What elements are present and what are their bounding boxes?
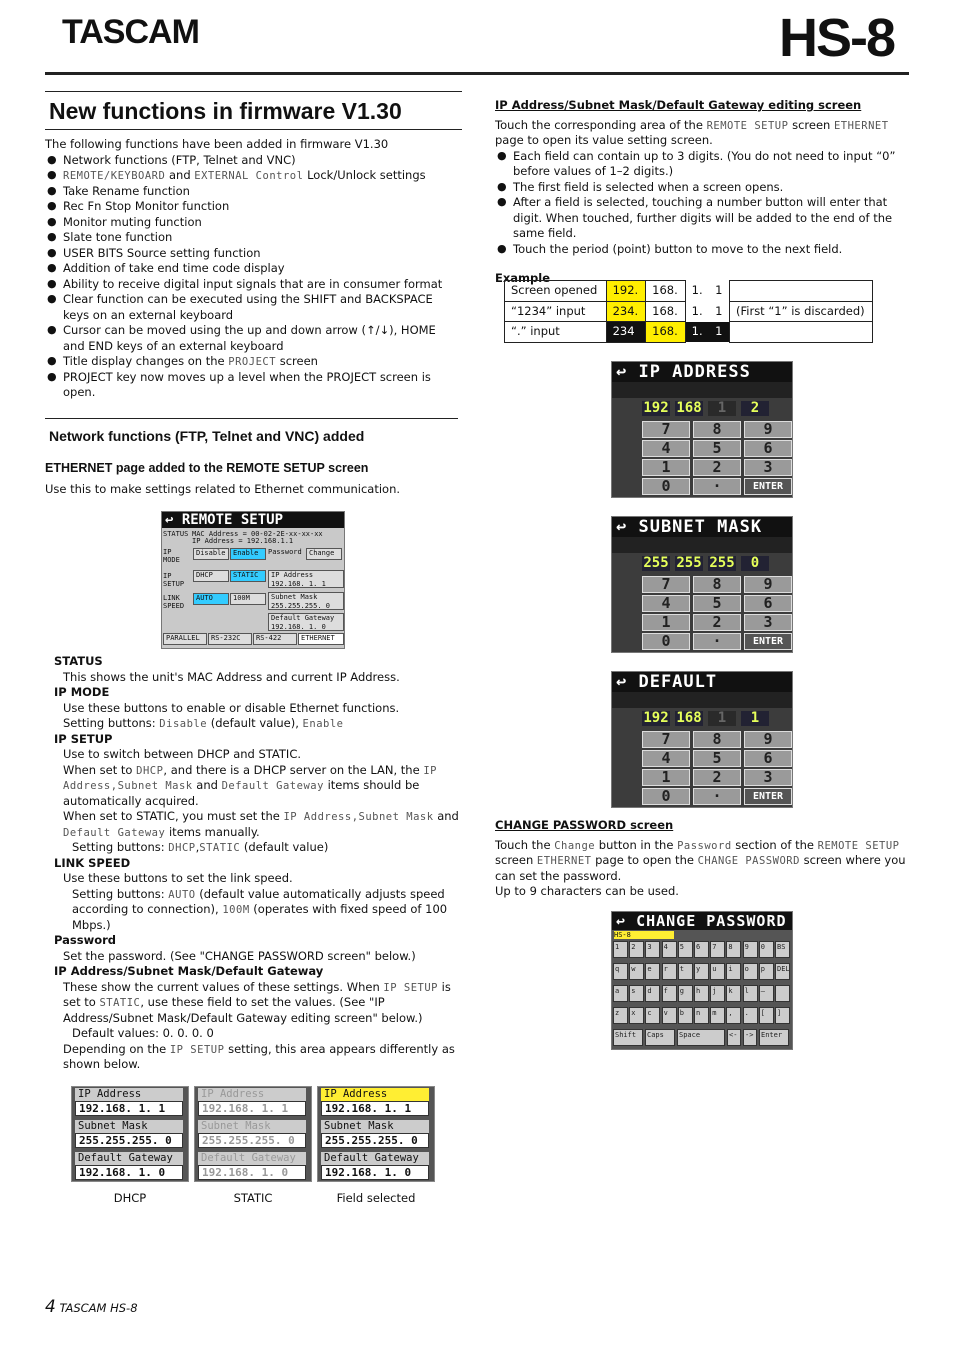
enable-button[interactable]: Enable (230, 548, 266, 560)
key-enter-button[interactable]: ENTER (744, 788, 792, 805)
mac-address: MAC Address = 00-02-2E-xx-xx-xx (192, 530, 323, 538)
address-field[interactable]: 0 (741, 556, 769, 571)
ip-screen-ip-address (611, 361, 793, 498)
table-row: “.” input 234 168. 1. 1 (505, 322, 873, 343)
caption-dhcp: DHCP (113, 1191, 147, 1205)
list-item: ● Each field can contain up to 3 digits. (You do not need to input “0” before values of 1–2 digits.) (495, 149, 909, 180)
screen-title: ↩ IP ADDRESS (612, 362, 792, 382)
list-item: ● Slate tone function (45, 230, 460, 246)
keyboard-key[interactable]: g (678, 985, 693, 1002)
brand-logo: TASCAM (62, 13, 199, 51)
keyboard-shift-key[interactable]: Shift (613, 1029, 643, 1046)
subnet-mask-value[interactable]: 255.255.255. 0 (198, 1133, 306, 1148)
caption-field-selected: Field selected (336, 1191, 416, 1205)
keyboard-key[interactable]: , (726, 1007, 741, 1024)
address-field[interactable]: 255 (676, 555, 702, 571)
keyboard-key[interactable]: 8 (726, 941, 741, 958)
pw-heading: CHANGE PASSWORD screen (495, 818, 674, 832)
ipsetup-static-note: When set to STATIC, you must set the IP Address,Subnet Mask and Default Gateway items manually. (63, 809, 459, 839)
field-selected-panel (317, 1086, 435, 1182)
key-enter-button[interactable]: ENTER (744, 633, 792, 650)
keyboard-key[interactable]: . (743, 1007, 758, 1024)
dhcp-button[interactable]: DHCP (193, 570, 229, 582)
ipsetup-dhcp-note: When set to DHCP, and there is a DHCP server on the LAN, the IP Address,Subnet Mask and Default Gateway items should be automatically acquired. (63, 762, 437, 808)
keyboard-key[interactable]: d (645, 985, 660, 1002)
keyboard-key[interactable]: 1 (613, 941, 628, 958)
network-heading-wrap (49, 427, 364, 446)
default-gateway-value[interactable]: 192.168. 1. 0 (321, 1165, 429, 1180)
example-table (504, 280, 873, 343)
footer (45, 1296, 138, 1319)
ip-address-label: IP Address (198, 1088, 306, 1101)
edit-bullets (495, 149, 909, 258)
keyboard-key[interactable]: 2 (629, 941, 644, 958)
key-5-button[interactable]: 5 (693, 440, 741, 457)
section-title-box (45, 91, 462, 130)
keyboard-key[interactable] (775, 985, 790, 1002)
pw-limit: Up to 9 characters can be used. (495, 884, 679, 899)
change-password-screen (611, 911, 793, 1050)
keyboard-key[interactable]: 4 (662, 941, 677, 958)
key-5-button[interactable]: 5 (693, 750, 741, 767)
key-1-button[interactable]: 1 (642, 614, 690, 631)
keyboard-key[interactable]: DEL (775, 963, 790, 980)
ip-setup-label: IP SETUP (163, 572, 185, 588)
key-2-button[interactable]: 2 (693, 769, 741, 786)
screen-bar (612, 537, 792, 553)
keyboard--key[interactable]: <- (727, 1029, 741, 1046)
keyboard-key[interactable]: m (710, 1007, 725, 1024)
key-1-button[interactable]: 1 (642, 769, 690, 786)
model-name: HS-8 (778, 8, 894, 68)
key-period-button[interactable]: · (693, 788, 741, 805)
key-2-button[interactable]: 2 (693, 614, 741, 631)
example-heading: Example (495, 271, 550, 286)
ip-address-value[interactable]: 192.168. 1. 1 (198, 1101, 306, 1116)
keyboard-key[interactable]: ] (775, 1007, 790, 1024)
password-section (495, 818, 909, 900)
address-field[interactable]: 2 (741, 401, 769, 416)
default-gateway-field[interactable]: Default Gateway 192.168. 1. 0 (268, 613, 344, 631)
keyboard-key[interactable]: b (678, 1007, 693, 1024)
key-1-button[interactable]: 1 (642, 459, 690, 476)
subnet-mask-value[interactable]: 255.255.255. 0 (321, 1133, 429, 1148)
pw-desc: Touch the Change button in the Password section of the REMOTE SETUP screen ETHERNET page to open the CHANGE PASSWORD screen where you can set the password. (495, 837, 906, 883)
ethernet-desc: Use this to make settings related to Ethernet communication. (45, 481, 401, 496)
address-field[interactable]: 192 (643, 400, 669, 416)
list-item: ● PROJECT key now moves up a level when the PROJECT screen is open. (45, 370, 460, 401)
edit-heading: IP Address/Subnet Mask/Default Gateway editing screen (495, 98, 862, 112)
key-2-button[interactable]: 2 (693, 459, 741, 476)
keyboard-key[interactable]: p (759, 963, 774, 980)
tab-rs232c[interactable]: RS-232C (208, 633, 252, 645)
list-item: ● Take Rename function (45, 184, 460, 200)
static-panel (194, 1086, 312, 1182)
keyboard-key[interactable]: r (662, 963, 677, 980)
tab-rs422[interactable]: RS-422 (253, 633, 297, 645)
keyboard-enter-key[interactable]: Enter (759, 1029, 789, 1046)
key-0-button[interactable]: 0 (642, 788, 690, 805)
keyboard-key[interactable]: e (645, 963, 660, 980)
screen-title: ↩ DEFAULT (612, 672, 792, 692)
address-field[interactable]: 192 (643, 710, 669, 726)
keyboard-key[interactable]: s (629, 985, 644, 1002)
status-label: STATUS (163, 530, 189, 538)
keyboard-key[interactable]: 6 (694, 941, 709, 958)
caption-static: STATIC (233, 1191, 273, 1205)
keyboard-key[interactable]: a (613, 985, 628, 1002)
password-heading: Password (54, 933, 116, 948)
key-6-button[interactable]: 6 (744, 595, 792, 612)
status-desc: This shows the unit's MAC Address and current IP Address. (63, 669, 400, 684)
key-6-button[interactable]: 6 (744, 750, 792, 767)
keyboard-key[interactable]: h (694, 985, 709, 1002)
password-input[interactable]: HS-8 (614, 931, 674, 939)
ipmode-heading: IP MODE (54, 685, 110, 700)
ip-mode-label: IP MODE (163, 548, 180, 564)
list-item: ● Network functions (FTP, Telnet and VNC) (45, 153, 460, 169)
keyboard-key[interactable]: w (629, 963, 644, 980)
link-desc: Use these buttons to set the link speed. (63, 871, 293, 886)
list-item: ● Rec Fn Stop Monitor function (45, 199, 460, 215)
key-period-button[interactable]: · (693, 478, 741, 495)
ip-address-label: IP Address (75, 1088, 183, 1101)
subnet-mask-label: Subnet Mask (75, 1120, 183, 1133)
default-gateway-label: Default Gateway (321, 1152, 429, 1165)
link-settings: Setting buttons: AUTO (default value automatically adjusts speed according to connection), 100M (operates with fixed speed of 100 Mbps.) (72, 886, 448, 932)
ipaddr-heading: IP Address/Subnet Mask/Default Gateway (54, 964, 324, 979)
edit-desc: Touch the corresponding area of the REMOTE SETUP screen ETHERNET page to open its value setting screen. (495, 117, 889, 148)
subnet-mask-label: Subnet Mask (198, 1120, 306, 1133)
ipmode-desc: Use these buttons to enable or disable Ethernet functions. (63, 700, 400, 715)
keyboard-key[interactable]: f (662, 985, 677, 1002)
keyboard-key[interactable]: 7 (710, 941, 725, 958)
default-gateway-value[interactable]: 192.168. 1. 0 (198, 1165, 306, 1180)
footer-text: TASCAM HS-8 (59, 1301, 138, 1315)
address-field[interactable]: 1 (741, 711, 769, 726)
subnet-mask-label: Subnet Mask (321, 1120, 429, 1133)
key-3-button[interactable]: 3 (744, 769, 792, 786)
keyboard-key[interactable]: j (710, 985, 725, 1002)
remote-setup-screen (161, 511, 345, 649)
keyboard-key[interactable]: t (678, 963, 693, 980)
edit-section (495, 98, 909, 287)
feature-list (45, 153, 460, 401)
keyboard--key[interactable]: -> (743, 1029, 757, 1046)
list-item: ● Cursor can be moved using the up and down arrow (↑/↓), HOME and END keys of an external keyboard (45, 323, 460, 354)
list-item: ● After a field is selected, touching a number button will enter that digit. When touched, further digits will be added to the end of the same field. (495, 195, 909, 242)
ipaddr-note: Depending on the IP SETUP setting, this area appears differently as shown below. (63, 1041, 455, 1072)
ipsetup-settings: Setting buttons: DHCP,STATIC (default value) (72, 840, 329, 855)
ethernet-heading: ETHERNET page added to the REMOTE SETUP screen (45, 461, 369, 475)
keyboard-key[interactable]: u (710, 963, 725, 980)
key-9-button[interactable]: 9 (744, 576, 792, 593)
header-rule (45, 72, 909, 75)
keyboard-key[interactable]: BS (775, 941, 790, 958)
disable-button[interactable]: Disable (193, 548, 229, 560)
screen-title: ↩ SUBNET MASK (612, 517, 792, 537)
default-gateway-value[interactable]: 192.168. 1. 0 (75, 1165, 183, 1180)
keyboard-caps-key[interactable]: Caps (645, 1029, 675, 1046)
ipsetup-heading: IP SETUP (54, 731, 113, 746)
key-period-button[interactable]: · (693, 633, 741, 650)
page-title: New functions in firmware V1.30 (49, 98, 402, 124)
key-6-button[interactable]: 6 (744, 440, 792, 457)
page-number: 4 (45, 1297, 56, 1317)
subnet-mask-value[interactable]: 255.255.255. 0 (75, 1133, 183, 1148)
key-4-button[interactable]: 4 (642, 595, 690, 612)
list-item: ● Title display changes on the PROJECT screen (45, 354, 460, 370)
list-item: ● Clear function can be executed using the SHIFT and BACKSPACE keys on an external keyboard (45, 292, 460, 323)
status-heading: STATUS (54, 654, 103, 668)
key-8-button[interactable]: 8 (693, 576, 741, 593)
network-heading: Network functions (FTP, Telnet and VNC) added (49, 428, 365, 444)
keyboard-key[interactable]: i (726, 963, 741, 980)
screen-bar (612, 382, 792, 398)
keyboard-key[interactable]: x (629, 1007, 644, 1024)
list-item: ● Monitor muting function (45, 215, 460, 231)
key-7-button[interactable]: 7 (642, 421, 690, 438)
keyboard-key[interactable]: n (694, 1007, 709, 1024)
keyboard-key[interactable]: c (645, 1007, 660, 1024)
key-9-button[interactable]: 9 (744, 421, 792, 438)
table-row: Screen opened 192. 168. 1. 1 (505, 281, 873, 302)
default-gateway-label: Default Gateway (75, 1152, 183, 1165)
key-4-button[interactable]: 4 (642, 750, 690, 767)
ip-address-label: IP Address (321, 1088, 429, 1101)
tab-parallel[interactable]: PARALLEL (163, 633, 207, 645)
list-item: ● Addition of take end time code display (45, 261, 460, 277)
ipmode-settings: Setting buttons: Disable (default value), Enable (63, 716, 344, 731)
list-item: ● Touch the period (point) button to move to the next field. (495, 242, 909, 258)
key-8-button[interactable]: 8 (693, 421, 741, 438)
address-field[interactable]: 168 (676, 710, 702, 726)
keyboard-key[interactable]: 9 (743, 941, 758, 958)
auto-button[interactable]: AUTO (193, 593, 229, 605)
section-divider (45, 418, 458, 419)
ipsetup-desc: Use to switch between DHCP and STATIC. (63, 747, 302, 762)
keyboard-key[interactable]: l (743, 985, 758, 1002)
dhcp-panel (71, 1086, 189, 1182)
address-field[interactable]: 168 (676, 400, 702, 416)
key-9-button[interactable]: 9 (744, 731, 792, 748)
ipaddr-defaults: Default values: 0. 0. 0. 0 (72, 1026, 214, 1041)
key-enter-button[interactable]: ENTER (744, 478, 792, 495)
list-item: ● The first field is selected when a screen opens. (495, 180, 909, 196)
default-gateway-label: Default Gateway (198, 1152, 306, 1165)
key-7-button[interactable]: 7 (642, 576, 690, 593)
static-button[interactable]: STATIC (230, 570, 266, 582)
link-speed-label: LINK SPEED (163, 594, 185, 610)
list-item: ● Ability to receive digital input signals that are in consumer format (45, 277, 460, 293)
keyboard-key[interactable]: v (662, 1007, 677, 1024)
feature-list-section (45, 137, 460, 401)
screen-bar (612, 692, 792, 708)
key-3-button[interactable]: 3 (744, 614, 792, 631)
intro-text: The following functions have been added in firmware V1.30 (45, 137, 389, 151)
settings-descriptions (54, 654, 460, 1073)
link-heading: LINK SPEED (54, 855, 131, 870)
ethernet-section (45, 460, 460, 497)
ip-screen-subnet-mask (611, 516, 793, 653)
keyboard-key[interactable]: [ (759, 1007, 774, 1024)
ip-address-readout: IP Address = 192.168.1.1 (192, 537, 294, 545)
keyboard-key[interactable]: 0 (759, 941, 774, 958)
change-password-button[interactable]: Change (306, 548, 342, 560)
address-field[interactable]: 255 (709, 555, 735, 571)
ipaddr-desc: These show the current values of these settings. When IP SETUP is set to STATIC, use these field to set the values. (See "IP Address/Subnet Mask/Default Gateway editing screen" below.) (63, 979, 451, 1025)
keyboard-key[interactable]: o (743, 963, 758, 980)
list-item: ● REMOTE/KEYBOARD and EXTERNAL Control Lock/Unlock settings (45, 168, 460, 184)
address-field[interactable]: 1 (708, 401, 736, 416)
password-desc: Set the password. (See "CHANGE PASSWORD screen" below.) (63, 948, 416, 963)
keyboard-space-key[interactable]: Space (677, 1029, 725, 1046)
key-8-button[interactable]: 8 (693, 731, 741, 748)
key-3-button[interactable]: 3 (744, 459, 792, 476)
ip-address-field[interactable]: IP Address 192.168. 1. 1 (268, 570, 344, 588)
key-5-button[interactable]: 5 (693, 595, 741, 612)
keyboard-key[interactable]: q (613, 963, 628, 980)
keyboard-key[interactable]: – (759, 985, 774, 1002)
pw-screen-title: ↩ CHANGE PASSWORD (612, 912, 792, 930)
address-field[interactable]: 255 (643, 555, 669, 571)
list-item: ● USER BITS Source setting function (45, 246, 460, 262)
keyboard-key[interactable]: 5 (678, 941, 693, 958)
password-label: Password (268, 548, 302, 556)
subnet-mask-field[interactable]: Subnet Mask 255.255.255. 0 (268, 592, 344, 610)
keyboard-key[interactable]: 3 (645, 941, 660, 958)
key-0-button[interactable]: 0 (642, 633, 690, 650)
key-7-button[interactable]: 7 (642, 731, 690, 748)
ip-address-value[interactable]: 192.168. 1. 1 (75, 1101, 183, 1116)
tab-ethernet[interactable]: ETHERNET (298, 633, 344, 645)
ip-screen-default-gateway (611, 671, 793, 808)
address-field[interactable]: 1 (708, 711, 736, 726)
ip-address-value[interactable]: 192.168. 1. 1 (321, 1101, 429, 1116)
key-0-button[interactable]: 0 (642, 478, 690, 495)
keyboard-key[interactable]: z (613, 1007, 628, 1024)
remote-setup-title: ↩ REMOTE SETUP (162, 512, 344, 528)
keyboard-key[interactable]: k (726, 985, 741, 1002)
keyboard-key[interactable]: y (694, 963, 709, 980)
table-row: “1234” input 234. 168. 1. 1 (First “1” is discarded) (505, 301, 873, 322)
key-4-button[interactable]: 4 (642, 440, 690, 457)
100m-button[interactable]: 100M (230, 593, 266, 605)
